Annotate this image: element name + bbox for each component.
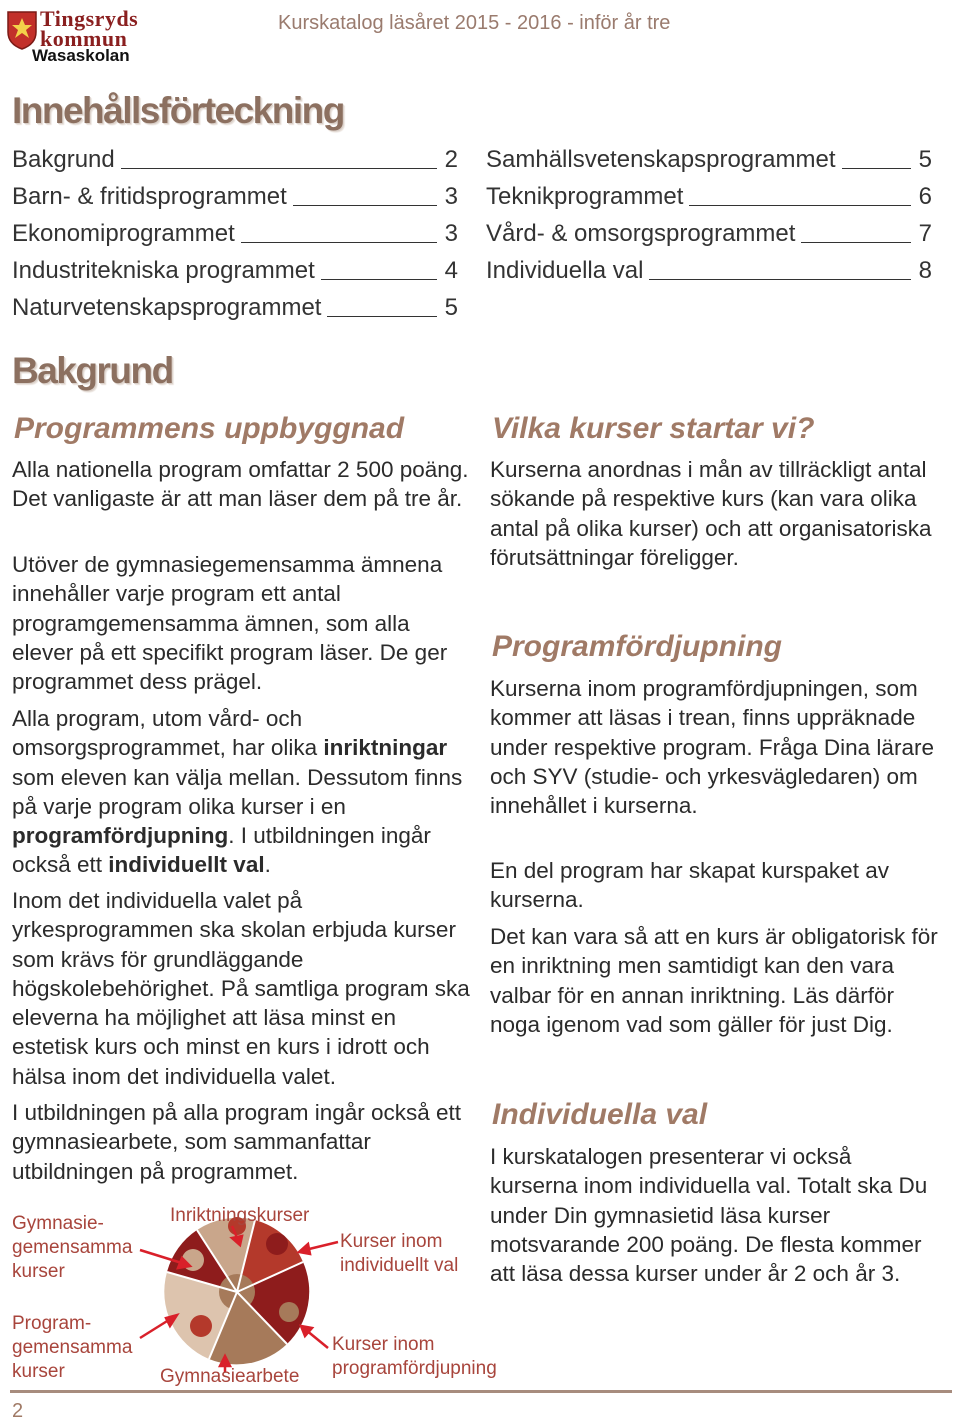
label-line: programfördjupning bbox=[332, 1358, 497, 1379]
paragraph-r1: Kurserna anordnas i mån av tillräckligt antal sökande på respektive kurs (kan vara olika antal på olika kurser) och att organisatoriska förutsättningar föreligger. bbox=[490, 457, 932, 570]
right-subheading-2: Programfördjupning bbox=[492, 630, 782, 663]
toc-item[interactable] bbox=[12, 255, 458, 285]
right-subheading-3: Individuella val bbox=[492, 1098, 708, 1131]
toc-item-page: 5 bbox=[918, 146, 932, 173]
toc-leader-line bbox=[801, 242, 910, 243]
paragraph-r3: En del program har skapat kurspaket av kurserna. bbox=[490, 858, 889, 913]
text-run: . I utbildningen ingår också ett bbox=[12, 823, 431, 878]
toc-item-label: Naturvetenskapsprogrammet bbox=[12, 294, 322, 321]
toc-item-page: 4 bbox=[444, 257, 458, 284]
paragraph-3 bbox=[12, 704, 472, 880]
toc-item[interactable] bbox=[12, 144, 458, 174]
label-line: individuellt val bbox=[340, 1255, 459, 1276]
toc-item-label: Ekonomiprogrammet bbox=[12, 220, 235, 247]
diagram-label-individuellt-val bbox=[340, 1230, 458, 1278]
label-line: gemensamma bbox=[12, 1337, 133, 1358]
toc-item-label: Vård- & omsorgsprogrammet bbox=[486, 220, 796, 247]
toc-item-label: Barn- & fritidsprogrammet bbox=[12, 183, 287, 210]
shield-icon bbox=[6, 10, 38, 50]
footer-divider bbox=[10, 1390, 952, 1393]
label-line: kurser bbox=[12, 1361, 65, 1382]
toc-leader-line bbox=[649, 279, 910, 280]
text-run: som eleven kan välja mellan. Dessutom finns på varje program olika kurser i en bbox=[12, 764, 463, 819]
page-number: 2 bbox=[12, 1400, 24, 1422]
toc-leader-line bbox=[327, 316, 436, 317]
toc-leader-line bbox=[689, 205, 910, 206]
paragraph-r4: Det kan vara så att en kurs är obligatorisk för en inriktning men samtidigt kan den vara valbar för en annan inriktning. Läs därför noga igenom vad som gäller för just Dig. bbox=[490, 924, 938, 1037]
diagram-label-programfordjupning bbox=[332, 1333, 497, 1381]
toc-leader-line bbox=[321, 279, 437, 280]
label-line: Kurser inom bbox=[332, 1334, 435, 1355]
paragraph-5: I utbildningen på alla program ingår också ett gymnasiearbete, som sammanfattar utbildningen på programmet. bbox=[12, 1100, 462, 1184]
label-line: Program- bbox=[12, 1313, 92, 1334]
logo-text-line1: Tingsryds bbox=[40, 6, 139, 31]
diagram-label-gymnasiearbete: Gymnasiearbete bbox=[160, 1366, 300, 1387]
text-run: Alla program, utom vård- och omsorgsprogrammet, har olika bbox=[12, 706, 324, 761]
toc-item[interactable] bbox=[12, 218, 458, 248]
toc-item-page: 2 bbox=[444, 146, 458, 173]
toc-item-label: Teknikprogrammet bbox=[486, 183, 684, 210]
toc-item-page: 7 bbox=[918, 220, 932, 247]
right-subheading-1: Vilka kurser startar vi? bbox=[492, 412, 815, 445]
toc-heading: Innehållsförteckning bbox=[12, 90, 344, 131]
toc-item-page: 5 bbox=[444, 294, 458, 321]
toc-item[interactable] bbox=[12, 292, 458, 322]
page-header-title: Kurskatalog läsåret 2015 - 2016 - inför år tre bbox=[278, 12, 671, 34]
diagram-label-gymnasiegemensamma bbox=[12, 1212, 132, 1284]
left-subheading: Programmens uppbyggnad bbox=[14, 412, 405, 445]
bold-term: programfördjupning bbox=[12, 823, 229, 849]
toc-item-label: Samhällsvetenskapsprogrammet bbox=[486, 146, 836, 173]
section-heading: Bakgrund bbox=[12, 350, 173, 391]
label-line: gemensamma bbox=[12, 1237, 133, 1258]
paragraph-4: Inom det individuella valet på yrkesprogrammen ska skolan erbjuda kurser som krävs för grundläggande högskolebehörighet. På samtliga program ska eleverna ha möjlighet att läsa minst en estetisk kurs och minst en kurs i idrott och hälsa inom det individuella valet. bbox=[12, 888, 470, 1089]
label-line: Kurser inom bbox=[340, 1231, 443, 1252]
toc-item[interactable] bbox=[486, 218, 932, 248]
bold-term: individuellt val bbox=[108, 852, 265, 878]
toc-leader-line bbox=[241, 242, 437, 243]
toc-item-label: Bakgrund bbox=[12, 146, 115, 173]
toc-leader-line bbox=[121, 168, 437, 169]
toc-item-label: Industritekniska programmet bbox=[12, 257, 315, 284]
toc-item-page: 6 bbox=[918, 183, 932, 210]
paragraph-r5: I kurskatalogen presenterar vi också kurserna inom individuella val. Totalt ska Du under Din gymnasietid läsa kurser motsvarande 200 poäng. De flesta kommer att läsa dessa kurser under år 2 och år 3. bbox=[490, 1144, 928, 1287]
diagram-label-programgemensamma bbox=[12, 1312, 132, 1384]
toc-item-label: Individuella val bbox=[486, 257, 644, 284]
text-run: . bbox=[264, 852, 271, 878]
toc-leader-line bbox=[293, 205, 437, 206]
toc-item[interactable] bbox=[12, 181, 458, 211]
paragraph-2: Utöver de gymnasiegemensamma ämnena innehåller varje program ett antal programgemensamma ämnen, som alla elever på ett specifikt program läser. De ger programmet dess prägel. bbox=[12, 552, 448, 695]
school-name: Wasaskolan bbox=[32, 46, 130, 65]
toc-item-page: 3 bbox=[444, 220, 458, 247]
toc-item-page: 8 bbox=[918, 257, 932, 284]
paragraph-r2: Kurserna inom programfördjupningen, som kommer att läsas i trean, finns uppräknade under respektive program. Fråga Dina lärare och SYV (studie- och yrkesvägledaren) om innehållet i kurserna. bbox=[490, 676, 934, 819]
toc-item[interactable] bbox=[486, 255, 932, 285]
toc-item[interactable] bbox=[486, 181, 932, 211]
diagram-label-inriktning: Inriktningskurser bbox=[170, 1205, 310, 1226]
toc-item[interactable] bbox=[486, 144, 932, 174]
toc-item-page: 3 bbox=[444, 183, 458, 210]
label-line: kurser bbox=[12, 1261, 65, 1282]
paragraph-1: Alla nationella program omfattar 2 500 poäng. Det vanligaste är att man läser dem på tre år. bbox=[12, 457, 469, 512]
toc-leader-line bbox=[842, 168, 911, 169]
label-line: Gymnasie- bbox=[12, 1213, 104, 1234]
logo-text-line2: kommun bbox=[40, 26, 128, 51]
bold-term: inriktningar bbox=[323, 735, 448, 761]
municipality-logo bbox=[4, 4, 144, 64]
